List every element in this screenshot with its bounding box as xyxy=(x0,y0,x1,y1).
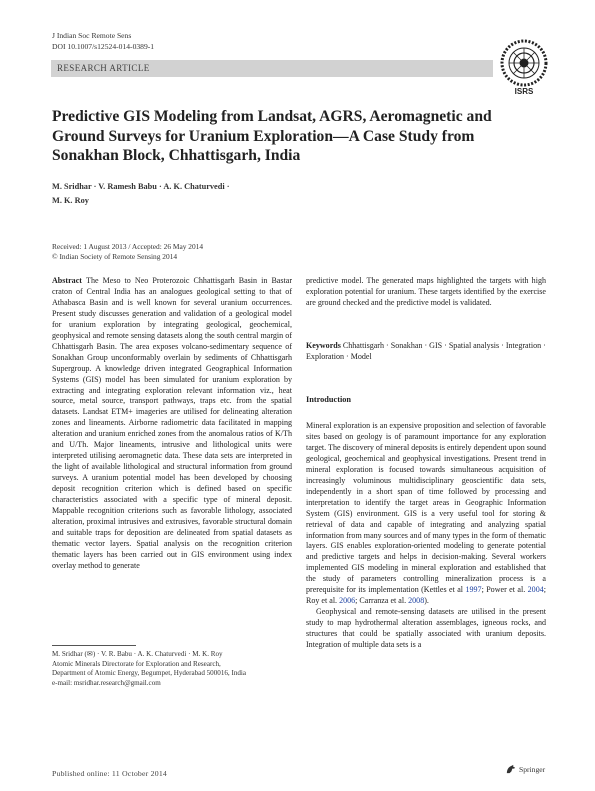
abstract-continuation xyxy=(306,276,546,309)
footnote-affiliation-1: Atomic Minerals Directorate for Exploration and Research, xyxy=(52,659,221,668)
citation-link[interactable]: 1997 xyxy=(465,585,482,595)
abstract-continuation-text: predictive model. The generated maps highlighted the targets with high exploration potential for uranium. These targets identified by the exercise are ground checked and the predictive model is validated. xyxy=(306,276,546,307)
affiliation-footnote xyxy=(52,650,292,688)
footnote-divider xyxy=(52,645,136,646)
published-online: Published online: 11 October 2014 xyxy=(52,769,168,778)
copyright: © Indian Society of Remote Sensing 2014 xyxy=(52,251,178,261)
doi: DOI 10.1007/s12524-014-0389-1 xyxy=(52,41,155,51)
intro-paragraph-1: Mineral exploration is an expensive proposition and selection of favorable sites based on geology is of paramount importance for any exploration target. The discovery of mineral deposits is entirely dependent upon sound geological, geochemical and geophysical investigations. Present trend in mineral exploration is focused towards simultaneous acquisition of increasingly voluminous multidisciplinary geoscientific data sets, independently in a short span of time followed by processing and interpretation to identify the target areas in Geographic Information System (GIS) environment. GIS is a very useful tool for storing & retrieval of data and capable of integrating and analyzing spatial information from many sources and of many types in the form of thematic layers. GIS enables exploration-oriented modeling to generate potential and predictive targets and helps in decision-making. Several workers implemented GIS modeling in mineral exploration and established that the study of parameters controlling mineralization process is a prerequisite for its implementation (Kettles et al 1997; Power et al. 2004; Roy et al. 2006; Carranza et al. 2008). xyxy=(306,421,546,606)
springer-horse-icon xyxy=(505,764,516,775)
keywords-text: Chhattisgarh · Sonakhan · GIS · Spatial analysis · Integration · Exploration · Model xyxy=(306,341,546,361)
abstract xyxy=(52,276,292,572)
intro-paragraph-2: Geophysical and remote-sensing datasets are utilised in the present study to map hydrothermal alteration assemblages, igneous rocks, and structures that could be spatially associated with uranium deposits. Integration of multiple data sets is a xyxy=(306,607,546,650)
logo-text: ISRS xyxy=(514,87,534,96)
section-heading-introduction: Introduction xyxy=(306,395,352,404)
keywords xyxy=(306,340,546,362)
received-dates: Received: 1 August 2013 / Accepted: 26 May 2014 xyxy=(52,242,204,251)
footnote-authors: M. Sridhar (✉) · V. R. Babu · A. K. Chaturvedi · M. K. Roy xyxy=(52,650,223,658)
received-info xyxy=(52,242,203,261)
publisher-name: Springer xyxy=(519,765,546,774)
footnote-email[interactable]: e-mail: msridhar.research@gmail.com xyxy=(52,678,161,687)
keywords-label: Keywords xyxy=(306,341,341,350)
footnote-affiliation-2: Department of Atomic Energy, Begumpet, Hyderabad 500016, India xyxy=(52,669,247,678)
journal-name: J Indian Soc Remote Sens xyxy=(52,31,132,40)
journal-header xyxy=(52,31,154,52)
citation-link[interactable]: 2008 xyxy=(408,596,425,606)
authors-line-1: M. Sridhar · V. Ramesh Babu · A. K. Chaturvedi · xyxy=(52,182,230,191)
article-type: RESEARCH ARTICLE xyxy=(57,63,150,73)
abstract-label: Abstract xyxy=(52,276,82,285)
paper-title: Predictive GIS Modeling from Landsat, AGRS, Aeromagnetic and Ground Surveys for Uranium Exploration—A Case Study from Sonakhan Block, Chhattisgarh, India xyxy=(52,108,492,164)
citation-link[interactable]: 2006 xyxy=(339,596,356,606)
article-type-band xyxy=(51,60,493,77)
author-list xyxy=(52,180,492,208)
citation-link[interactable]: 2004 xyxy=(527,585,544,595)
publisher-mark xyxy=(505,764,545,775)
isrs-logo xyxy=(494,37,554,97)
abstract-text: The Meso to Neo Proterozoic Chhattisgarh Basin in Bastar craton of Central India has an analogues geological setting to that of Athabasca Basin and is well known for several uranium occurrences. Present study discusses generation and validation of a geological model for uranium exploration by integrating geological, geochemical, geophysical and remote sensing datasets along the south central margin of Chhattisgarh Basin. The area exposes volcano-sedimentary sequence of Sonakhan Group unconformably overlain by sediments of Chhattisgarh Supergroup. A knowledge driven integrated Geographical Information Systems (GIS) model has been simulated for uranium exploration by extracting and integrating exploration relevant information viz., heat source, metal source, transport pathways, traps etc. from the spatial datasets. Landsat ETM+ imageries are utilised for delineating alteration zones and lineaments. Airborne radiometric data facilitated in mapping alteration and uranium enriched zones from the anomalous ratios of K/Th and U/Th. Major lineaments, intrusive and lithological units were interpreted utilising aeromagnetic data. These data sets are interpreted in the light of available lithological and structural information from ground surveys. A uranium potential model has been developed by choosing deposit recognition criterion which is defined based on specific characteristics associated with a specific type of mineral deposit. Mappable recognition criterions such as favorable lithology, associated alteration, proximal intrusives and extrusives, favorable structural domain and suitable traps for deposition are delineated from spatial datasets as thematic vector layers. Spatial analysis on the recognition criterion thematic layers has been carried out in GIS environment using index overlay method to generate xyxy=(52,276,292,570)
authors-line-2: M. K. Roy xyxy=(52,196,89,205)
introduction-body xyxy=(306,421,546,651)
